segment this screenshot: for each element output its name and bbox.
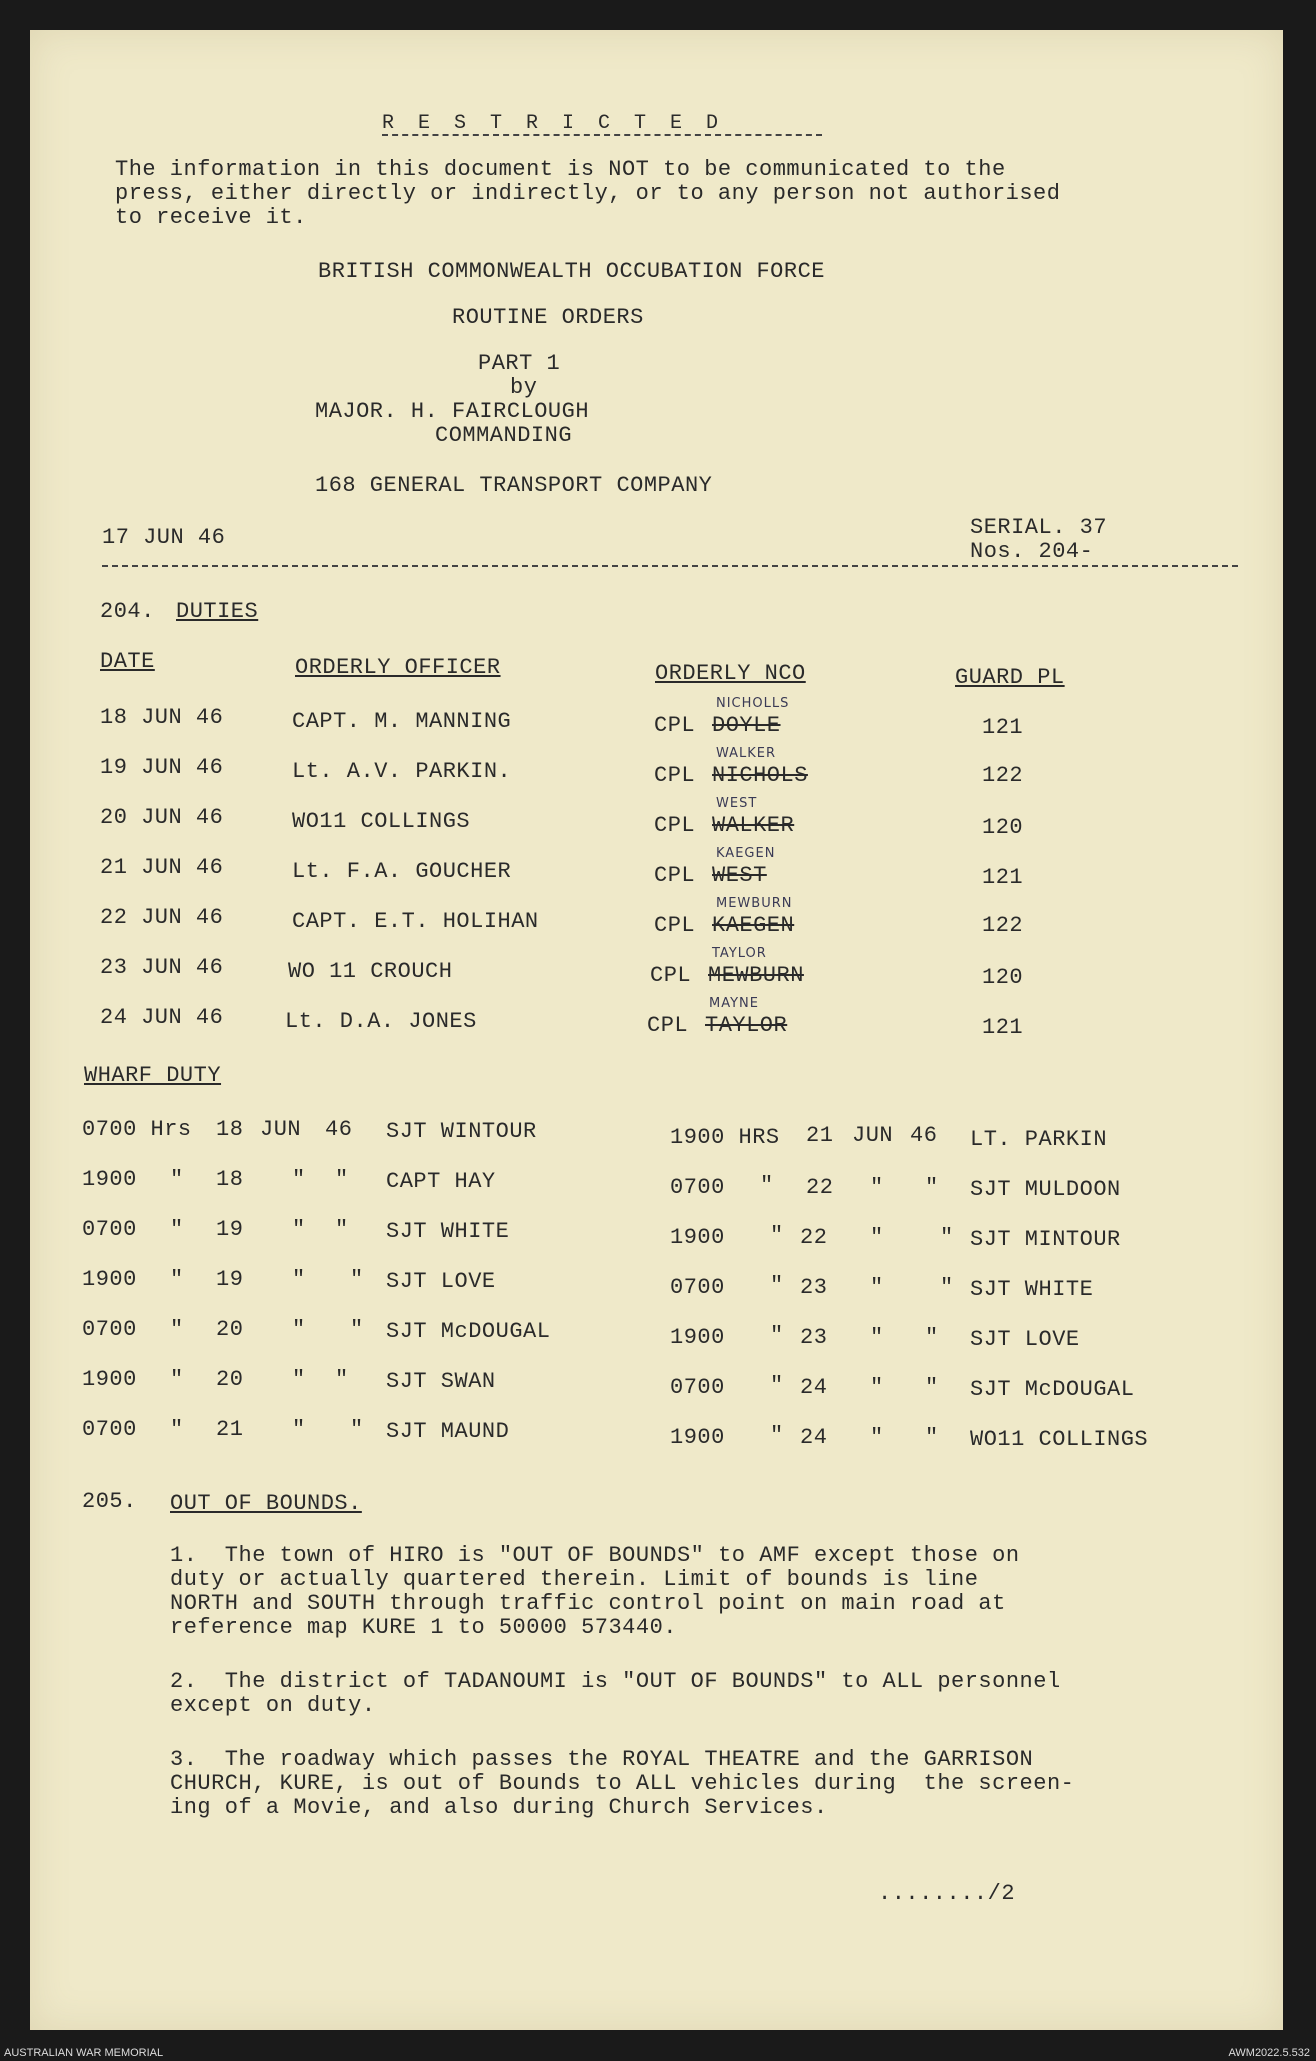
bounds-para-1-line-2: duty or actually quartered therein. Limit of bounds is line xyxy=(170,1567,979,1592)
wharf-time: 1900 xyxy=(670,1425,725,1450)
duty-date: 20 JUN 46 xyxy=(100,805,224,830)
duty-guard: 122 xyxy=(982,763,1024,788)
wharf-time: 0700 Hrs xyxy=(82,1117,192,1142)
duty-cpl: CPL xyxy=(654,863,696,888)
col-orderly-nco: ORDERLY NCO xyxy=(655,661,806,686)
duty-officer: Lt. A.V. PARKIN. xyxy=(292,759,512,784)
wharf-month: JUN xyxy=(260,1117,302,1142)
bounds-para-2-line-1: 2. The district of TADANOUMI is "OUT OF BOUNDS" to ALL personnel xyxy=(170,1669,1061,1694)
wharf-name: WO11 COLLINGS xyxy=(970,1427,1149,1452)
wharf-year: " xyxy=(940,1225,954,1250)
wharf-ditto: " xyxy=(170,1317,184,1342)
wharf-ditto: " xyxy=(770,1223,784,1248)
duty-nco-struck: MEWBURN xyxy=(708,963,804,988)
wharf-day: 24 xyxy=(800,1425,828,1450)
wharf-ditto: " xyxy=(170,1367,184,1392)
bounds-para-2-line-2: except on duty. xyxy=(170,1693,376,1718)
duty-officer: Lt. F.A. GOUCHER xyxy=(292,859,512,884)
duty-guard: 121 xyxy=(982,865,1024,890)
duty-guard: 121 xyxy=(982,715,1024,740)
wharf-year: " xyxy=(350,1267,364,1292)
notice-line-1: The information in this document is NOT to be communicated to the xyxy=(115,157,1006,182)
wharf-time: 0700 xyxy=(670,1275,725,1300)
wharf-day: 21 xyxy=(806,1123,834,1148)
wharf-day: 24 xyxy=(800,1375,828,1400)
duty-nco-struck: WALKER xyxy=(712,813,795,838)
wharf-name: LT. PARKIN xyxy=(970,1127,1108,1152)
wharf-name: SJT McDOUGAL xyxy=(970,1377,1135,1402)
wharf-ditto: " xyxy=(170,1267,184,1292)
nos-number: Nos. 204- xyxy=(970,539,1094,564)
wharf-day: 23 xyxy=(800,1275,828,1300)
duty-cpl: CPL xyxy=(650,963,692,988)
wharf-month: " xyxy=(870,1375,884,1400)
wharf-name: SJT WHITE xyxy=(970,1277,1094,1302)
wharf-month: " xyxy=(292,1167,306,1192)
duty-nco-handwritten: WALKER xyxy=(716,746,777,761)
wharf-time: 0700 xyxy=(670,1175,725,1200)
wharf-name: SJT LOVE xyxy=(386,1269,496,1294)
by-label: by xyxy=(510,375,538,400)
notice-line-3: to receive it. xyxy=(115,205,307,230)
duty-nco-struck: WEST xyxy=(712,863,767,888)
wharf-time: 1900 xyxy=(82,1367,137,1392)
wharf-year: " xyxy=(925,1325,939,1350)
wharf-time: 0700 xyxy=(670,1375,725,1400)
wharf-time: 0700 xyxy=(82,1217,137,1242)
wharf-day: 19 xyxy=(216,1267,244,1292)
wharf-time: 0700 xyxy=(82,1317,137,1342)
wharf-year: " xyxy=(350,1417,364,1442)
wharf-month: " xyxy=(292,1367,306,1392)
bounds-para-1-line-4: reference map KURE 1 to 50000 573440. xyxy=(170,1615,677,1640)
duty-nco-handwritten: MEWBURN xyxy=(716,896,793,911)
wharf-name: SJT WHITE xyxy=(386,1219,510,1244)
wharf-name: CAPT HAY xyxy=(386,1169,496,1194)
duty-cpl: CPL xyxy=(654,763,696,788)
duty-nco-handwritten: WEST xyxy=(716,796,758,811)
wharf-time: 1900 HRS xyxy=(670,1125,780,1150)
wharf-month: " xyxy=(292,1217,306,1242)
duty-nco-handwritten: KAEGEN xyxy=(716,846,776,861)
duty-nco-handwritten: TAYLOR xyxy=(712,946,767,961)
wharf-year: 46 xyxy=(325,1117,353,1142)
notice-line-2: press, either directly or indirectly, or to any person not authorised xyxy=(115,181,1061,206)
col-orderly-officer: ORDERLY OFFICER xyxy=(295,655,501,680)
wharf-day: 20 xyxy=(216,1317,244,1342)
duty-date: 19 JUN 46 xyxy=(100,755,224,780)
wharf-month: JUN xyxy=(852,1123,894,1148)
wharf-day: 18 xyxy=(216,1117,244,1142)
duty-date: 23 JUN 46 xyxy=(100,955,224,980)
wharf-day: 20 xyxy=(216,1367,244,1392)
bounds-heading: OUT OF BOUNDS. xyxy=(170,1491,362,1516)
duty-cpl: CPL xyxy=(654,813,696,838)
duty-cpl: CPL xyxy=(654,713,696,738)
orders-title: ROUTINE ORDERS xyxy=(452,305,644,330)
wharf-duty-heading: WHARF DUTY xyxy=(84,1063,222,1088)
duty-cpl: CPL xyxy=(647,1013,689,1038)
duty-guard: 120 xyxy=(982,965,1024,990)
wharf-year: " xyxy=(925,1175,939,1200)
duty-officer: CAPT. E.T. HOLIHAN xyxy=(292,909,539,934)
duties-number: 204. xyxy=(100,599,155,624)
continued-marker: ......../2 xyxy=(878,1881,1016,1906)
wharf-month: " xyxy=(870,1425,884,1450)
wharf-ditto: " xyxy=(170,1417,184,1442)
wharf-year: 46 xyxy=(910,1123,938,1148)
wharf-ditto: " xyxy=(770,1373,784,1398)
footer-id: AWM2022.5.532 xyxy=(1228,2047,1310,2059)
bounds-para-3-line-1: 3. The roadway which passes the ROYAL THEATRE and the GARRISON xyxy=(170,1747,1034,1772)
duty-date: 22 JUN 46 xyxy=(100,905,224,930)
wharf-month: " xyxy=(292,1417,306,1442)
wharf-month: " xyxy=(870,1175,884,1200)
duty-guard: 122 xyxy=(982,913,1024,938)
wharf-time: 1900 xyxy=(670,1325,725,1350)
document-page xyxy=(30,30,1283,2030)
commanding-label: COMMANDING xyxy=(435,423,573,448)
major-name: MAJOR. H. FAIRCLOUGH xyxy=(315,399,590,424)
duty-officer: WO11 COLLINGS xyxy=(292,809,471,834)
wharf-ditto: " xyxy=(770,1423,784,1448)
order-date: 17 JUN 46 xyxy=(102,525,226,550)
footer-credit: AUSTRALIAN WAR MEMORIAL xyxy=(4,2047,164,2059)
duty-nco-struck: TAYLOR xyxy=(705,1013,788,1038)
wharf-time: 1900 xyxy=(670,1225,725,1250)
wharf-name: SJT SWAN xyxy=(386,1369,496,1394)
duty-date: 18 JUN 46 xyxy=(100,705,224,730)
duty-nco-handwritten: MAYNE xyxy=(709,996,759,1011)
wharf-ditto: " xyxy=(770,1323,784,1348)
col-guard-pl: GUARD PL xyxy=(955,665,1065,690)
duties-heading: DUTIES xyxy=(176,599,259,624)
wharf-time: 1900 xyxy=(82,1267,137,1292)
bounds-para-1-line-3: NORTH and SOUTH through traffic control point on main road at xyxy=(170,1591,1006,1616)
duty-guard: 121 xyxy=(982,1015,1024,1040)
org-title: BRITISH COMMONWEALTH OCCUBATION FORCE xyxy=(318,259,825,284)
wharf-ditto: " xyxy=(770,1273,784,1298)
wharf-day: 19 xyxy=(216,1217,244,1242)
duty-cpl: CPL xyxy=(654,913,696,938)
bounds-para-3-line-3: ing of a Movie, and also during Church Services. xyxy=(170,1795,828,1820)
duty-nco-struck: DOYLE xyxy=(712,713,781,738)
duty-officer: CAPT. M. MANNING xyxy=(292,709,512,734)
wharf-month: " xyxy=(870,1225,884,1250)
wharf-time: 0700 xyxy=(82,1417,137,1442)
duty-officer: Lt. D.A. JONES xyxy=(285,1009,477,1034)
restricted-underline xyxy=(382,134,822,136)
wharf-name: SJT MINTOUR xyxy=(970,1227,1121,1252)
duty-nco-struck: KAEGEN xyxy=(712,913,795,938)
wharf-name: SJT WINTOUR xyxy=(386,1119,537,1144)
wharf-month: " xyxy=(292,1267,306,1292)
wharf-year: " xyxy=(335,1167,349,1192)
serial-number: SERIAL. 37 xyxy=(970,515,1108,540)
duty-officer: WO 11 CROUCH xyxy=(288,959,453,984)
duty-date: 21 JUN 46 xyxy=(100,855,224,880)
duty-nco-handwritten: NICHOLLS xyxy=(716,696,790,711)
wharf-year: " xyxy=(350,1317,364,1342)
duty-nco-struck: NICHOLS xyxy=(712,763,808,788)
part-label: PART 1 xyxy=(478,351,561,376)
col-date: DATE xyxy=(100,649,155,674)
bounds-para-1-line-1: 1. The town of HIRO is "OUT OF BOUNDS" to AMF except those on xyxy=(170,1543,1020,1568)
duty-date: 24 JUN 46 xyxy=(100,1005,224,1030)
bounds-para-3-line-2: CHURCH, KURE, is out of Bounds to ALL vehicles during the screen- xyxy=(170,1771,1075,1796)
wharf-name: SJT McDOUGAL xyxy=(386,1319,551,1344)
wharf-ditto: " xyxy=(170,1217,184,1242)
wharf-day: 22 xyxy=(806,1175,834,1200)
wharf-year: " xyxy=(925,1425,939,1450)
wharf-day: 22 xyxy=(800,1225,828,1250)
company-name: 168 GENERAL TRANSPORT COMPANY xyxy=(315,473,713,498)
wharf-year: " xyxy=(925,1375,939,1400)
wharf-year: " xyxy=(940,1275,954,1300)
wharf-year: " xyxy=(335,1367,349,1392)
wharf-ditto: " xyxy=(170,1167,184,1192)
wharf-name: SJT MAUND xyxy=(386,1419,510,1444)
wharf-day: 23 xyxy=(800,1325,828,1350)
wharf-day: 18 xyxy=(216,1167,244,1192)
header-divider xyxy=(102,565,1238,567)
wharf-day: 21 xyxy=(216,1417,244,1442)
restricted-heading: R E S T R I C T E D xyxy=(382,112,725,135)
wharf-month: " xyxy=(870,1275,884,1300)
wharf-name: SJT MULDOON xyxy=(970,1177,1121,1202)
wharf-month: " xyxy=(870,1325,884,1350)
bounds-number: 205. xyxy=(82,1489,137,1514)
wharf-time: 1900 xyxy=(82,1167,137,1192)
wharf-year: " xyxy=(335,1217,349,1242)
wharf-ditto: " xyxy=(760,1173,774,1198)
wharf-name: SJT LOVE xyxy=(970,1327,1080,1352)
wharf-month: " xyxy=(292,1317,306,1342)
duty-guard: 120 xyxy=(982,815,1024,840)
